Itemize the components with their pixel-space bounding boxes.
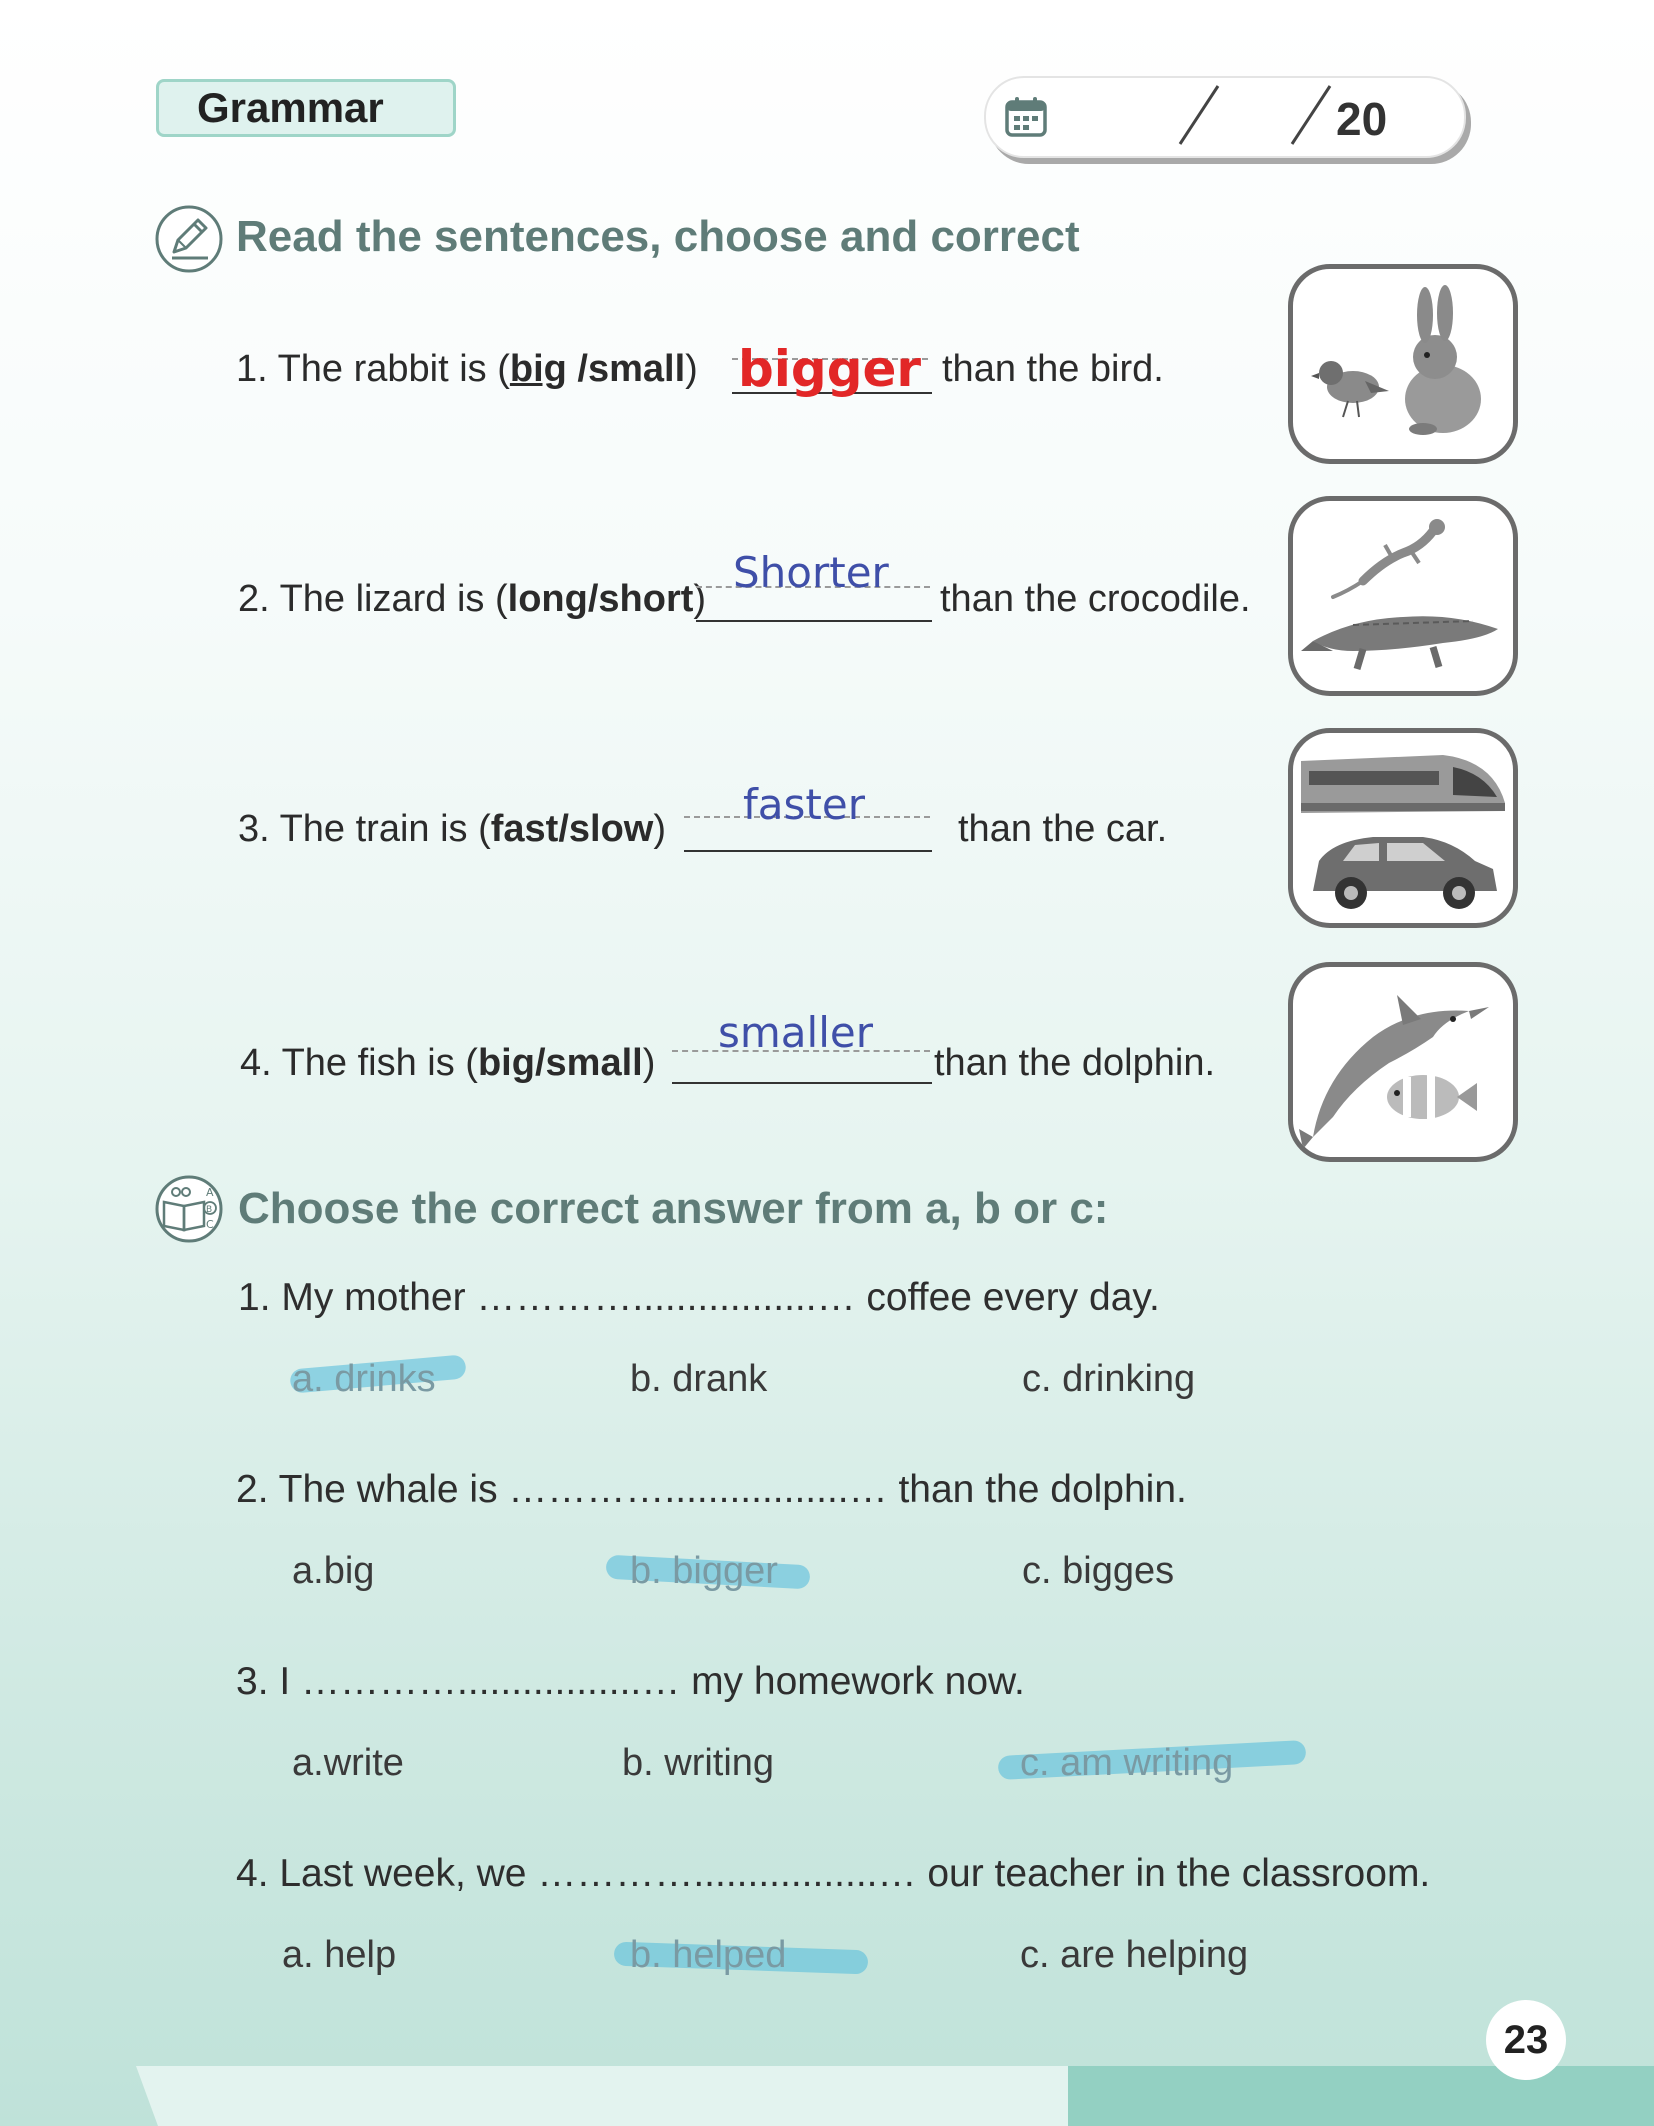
option-separator: / [566, 348, 588, 390]
score-slash [1286, 82, 1336, 150]
answer-blank[interactable] [696, 620, 932, 622]
item-number: 3. [238, 808, 270, 850]
item-number: 1. [236, 348, 268, 390]
sentence-start: The train is ( [279, 808, 491, 850]
score-box [984, 76, 1466, 158]
exercise1-title: Read the sentences, choose and correct [236, 212, 1080, 261]
sentence-start: The fish is ( [281, 1042, 478, 1084]
footer-band [0, 2060, 1654, 2126]
option-b[interactable]: b. writing [622, 1742, 775, 1784]
option-separator: / [558, 808, 569, 850]
exercise2-title: Choose the correct answer from a, b or c: [238, 1184, 1109, 1233]
option-word: big [477, 1042, 535, 1084]
sentence-paren: ) [642, 1042, 656, 1084]
svg-text:B: B [206, 1205, 213, 1215]
answer-text: faster [743, 780, 865, 829]
lizard-and-crocodile-image [1288, 496, 1518, 696]
option-word: fast [490, 808, 559, 850]
option-c[interactable]: c. drinking [1022, 1358, 1196, 1400]
sentence-start: The rabbit is ( [277, 348, 510, 390]
sentence-2 [238, 578, 706, 621]
option-separator: / [534, 1042, 546, 1084]
sentence-1 [236, 348, 698, 391]
option-word: big [509, 348, 567, 390]
calendar-icon [1004, 95, 1048, 139]
dolphin-and-fish-image [1288, 962, 1518, 1162]
item-number: 2. [238, 578, 270, 620]
pencil-icon [154, 204, 224, 274]
answer-blank[interactable] [672, 1082, 932, 1084]
option-word: small [545, 1042, 643, 1084]
option-separator: / [587, 578, 599, 620]
sentence-paren: ) [653, 808, 667, 850]
answer-text: Shorter [733, 548, 889, 597]
answer-text: smaller [718, 1008, 873, 1057]
answer-blank[interactable] [684, 850, 932, 852]
option-a[interactable]: a. help [282, 1934, 397, 1976]
option-b[interactable]: b. drank [630, 1358, 768, 1400]
sentence-end: than the crocodile. [940, 578, 1251, 620]
option-word: long [507, 578, 588, 620]
svg-text:C: C [206, 1218, 214, 1231]
item-number: 4. [240, 1042, 272, 1084]
sentence-3 [238, 808, 666, 851]
train-and-car-image [1288, 728, 1518, 928]
page-number: 23 [1486, 2000, 1566, 2080]
sentence-4 [240, 1042, 655, 1085]
option-a[interactable]: a. drinks [292, 1358, 436, 1400]
sentence-end: than the dolphin. [934, 1042, 1216, 1084]
section-label: Grammar [156, 79, 456, 137]
option-b[interactable]: b. helped [630, 1934, 787, 1976]
sentence-end: than the car. [958, 808, 1168, 850]
score-slash [1174, 82, 1224, 150]
sentence-start: The lizard is ( [279, 578, 508, 620]
sentence-paren: ) [693, 578, 707, 620]
option-a[interactable]: a.big [292, 1550, 375, 1592]
sentence-paren: ) [685, 348, 698, 390]
option-b[interactable]: b. bigger [630, 1550, 778, 1592]
option-c[interactable]: c. am writing [1020, 1742, 1234, 1784]
option-word: short [598, 578, 694, 620]
svg-text:A: A [206, 1186, 214, 1199]
option-word: slow [568, 808, 654, 850]
question-1: 1. My mother ………….................… coffee every day. [238, 1276, 1160, 1319]
score-total: 20 [1336, 93, 1388, 145]
option-c[interactable]: c. bigges [1022, 1550, 1175, 1592]
answer-text: bigger [738, 340, 922, 398]
option-word: small [588, 348, 686, 390]
question-3: 3. I ………….................… my homework now. [236, 1660, 1025, 1703]
option-a[interactable]: a.write [292, 1742, 404, 1784]
question-4: 4. Last week, we ………….................… our teacher in the classroom. [236, 1852, 1431, 1895]
book-abc-icon [154, 1174, 224, 1244]
sentence-end: than the bird. [942, 348, 1164, 390]
option-c[interactable]: c. are helping [1020, 1934, 1249, 1976]
bird-and-rabbit-image [1288, 264, 1518, 464]
question-2: 2. The whale is ………….................… than the dolphin. [236, 1468, 1187, 1511]
